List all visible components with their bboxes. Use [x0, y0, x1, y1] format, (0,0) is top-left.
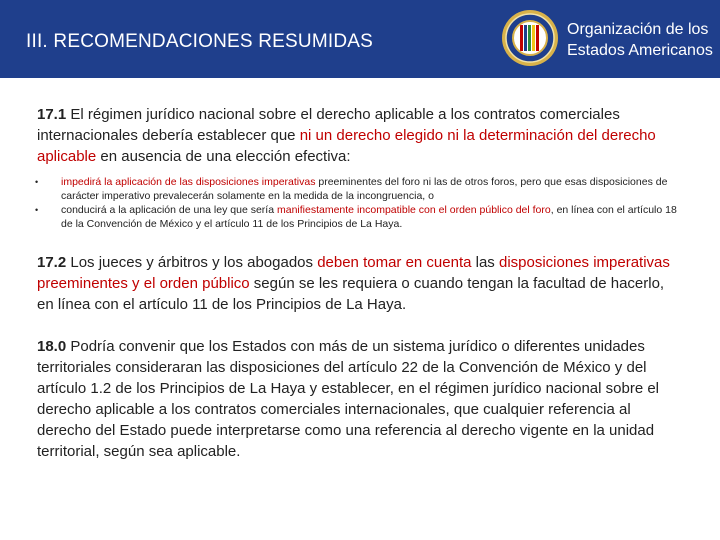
bullet-text: conducirá a la aplicación de una ley que sería	[61, 204, 277, 216]
org-name-line1: Organización de los	[567, 21, 709, 38]
header-bar	[0, 0, 720, 78]
bullet-icon: •	[35, 177, 39, 187]
rec-highlight: deben tomar en cuenta	[317, 254, 472, 271]
bullet-text: preeminentes del foro ni las de otros foros, pero que esas disposiciones de carácter imperativo prevalecerán solamente en la medida de la incongruencia, o	[61, 176, 668, 202]
list-item	[37, 203, 677, 231]
bullet-icon: •	[35, 205, 39, 215]
rec-text: en ausencia de una elección efectiva:	[96, 148, 351, 165]
recommendation-17-2	[37, 252, 677, 315]
main-content	[37, 104, 677, 462]
list-item	[37, 175, 677, 203]
bullet-text: , en línea con el artículo 18 de la Convención de México y el artículo 11 de los Principios de La Haya.	[61, 204, 677, 230]
rec-number: 18.0	[37, 338, 67, 355]
org-name-line2: Estados Americanos	[567, 42, 713, 59]
rec-text: las	[471, 254, 499, 271]
rec-number: 17.1	[37, 106, 67, 123]
rec-highlight: ni un derecho elegido ni la determinación del derecho aplicable	[37, 127, 656, 165]
rec-text: El régimen jurídico nacional sobre el derecho aplicable a los contratos comerciales internacionales debería establecer que	[37, 106, 620, 144]
bullet-highlight: impedirá la aplicación de las disposiciones imperativas	[61, 176, 316, 188]
bullet-list	[37, 175, 677, 231]
rec-text: según se les requiera o cuando tengan la facultad de hacerlo, en línea con el artículo 11 de los Principios de La Haya.	[37, 275, 665, 313]
recommendation-17-1	[37, 104, 677, 167]
org-name	[567, 19, 713, 61]
rec-highlight: disposiciones imperativas preeminentes y el orden público	[37, 254, 670, 292]
recommendation-18-0	[37, 336, 677, 462]
slide-title: III. RECOMENDACIONES RESUMIDAS	[26, 31, 373, 52]
oas-seal-icon	[500, 8, 560, 68]
rec-number: 17.2	[37, 254, 67, 271]
rec-text: Los jueces y árbitros y los abogados	[66, 254, 318, 271]
bullet-highlight: manifiestamente incompatible con el orden público del foro	[276, 204, 551, 216]
rec-text: Podría convenir que los Estados con más de un sistema jurídico o diferentes unidades territoriales consideraran las disposiciones del artículo 22 de la Convención de México y del artículo 1.2 de los Principios de La Haya y establecer, en el régimen jurídico nacional sobre el derecho aplicable a los contratos comerciales internacionales, que cualquier referencia al derecho del Estado puede interpretarse como una referencia al derecho vigente en la unidad territorial, según sea aplicable.	[37, 338, 660, 460]
